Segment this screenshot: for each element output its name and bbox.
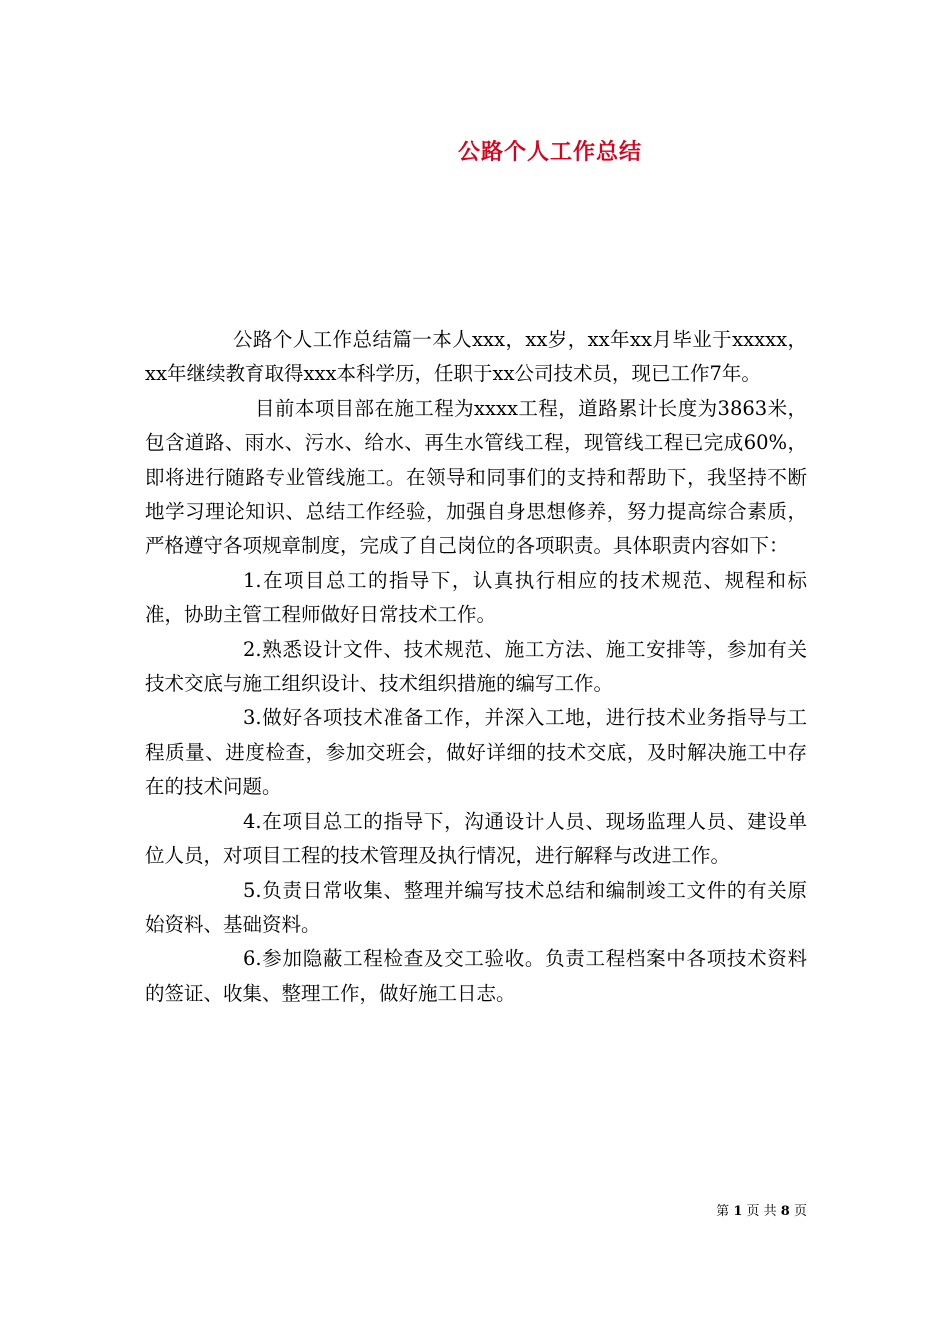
footer-suffix: 页 <box>793 1204 807 1219</box>
footer-middle: 页 共 <box>746 1204 777 1219</box>
duty-item-6: 6.参加隐蔽工程检查及交工验收。负责工程档案中各项技术资料的签证、收集、整理工作，做好施工日志。 <box>145 947 807 1005</box>
duty-item-5: 5.负责日常收集、整理并编写技术总结和编制竣工文件的有关原始资料、基础资料。 <box>145 878 807 936</box>
duty-item-1: 1.在项目总工的指导下，认真执行相应的技术规范、规程和标准，协助主管工程师做好日常技术工作。 <box>145 568 807 627</box>
paragraph-intro: 公路个人工作总结篇一本人xxx，xx岁，xx年xx月毕业于xxxxx，xx年继续教育取得xxx本科学历，任职于xx公司技术员，现已工作7年。 <box>145 328 807 386</box>
duty-item-2: 2.熟悉设计文件、技术规范、施工方法、施工安排等，参加有关技术交底与施工组织设计、技术组织措施的编写工作。 <box>145 637 807 696</box>
footer-prefix: 第 <box>716 1204 730 1219</box>
footer-current-page: 1 <box>733 1204 743 1219</box>
page-number-footer <box>716 1203 807 1221</box>
document-body <box>145 323 807 1011</box>
paragraph-project: 目前本项目部在施工程为xxxx工程，道路累计长度为3863米，包含道路、雨水、污水、给水、再生水管线工程，现管线工程已完成60%，即将进行随路专业管线施工。在领导和同事们的支持和帮助下，我坚持不断地学习理论知识、总结工作经验，加强自身思想修养，努力提高综合素质，严格遵守各项规章制度，完成了自己岗位的各项职责。具体职责内容如下： <box>145 396 807 558</box>
footer-total-pages: 8 <box>780 1204 790 1219</box>
document-title: 公路个人工作总结 <box>457 139 642 165</box>
duty-item-4: 4.在项目总工的指导下，沟通设计人员、现场监理人员、建设单位人员，对项目工程的技术管理及执行情况，进行解释与改进工作。 <box>145 809 807 868</box>
duty-item-3: 3.做好各项技术准备工作，并深入工地，进行技术业务指导与工程质量、进度检查，参加交班会，做好详细的技术交底，及时解决施工中存在的技术问题。 <box>145 706 807 799</box>
